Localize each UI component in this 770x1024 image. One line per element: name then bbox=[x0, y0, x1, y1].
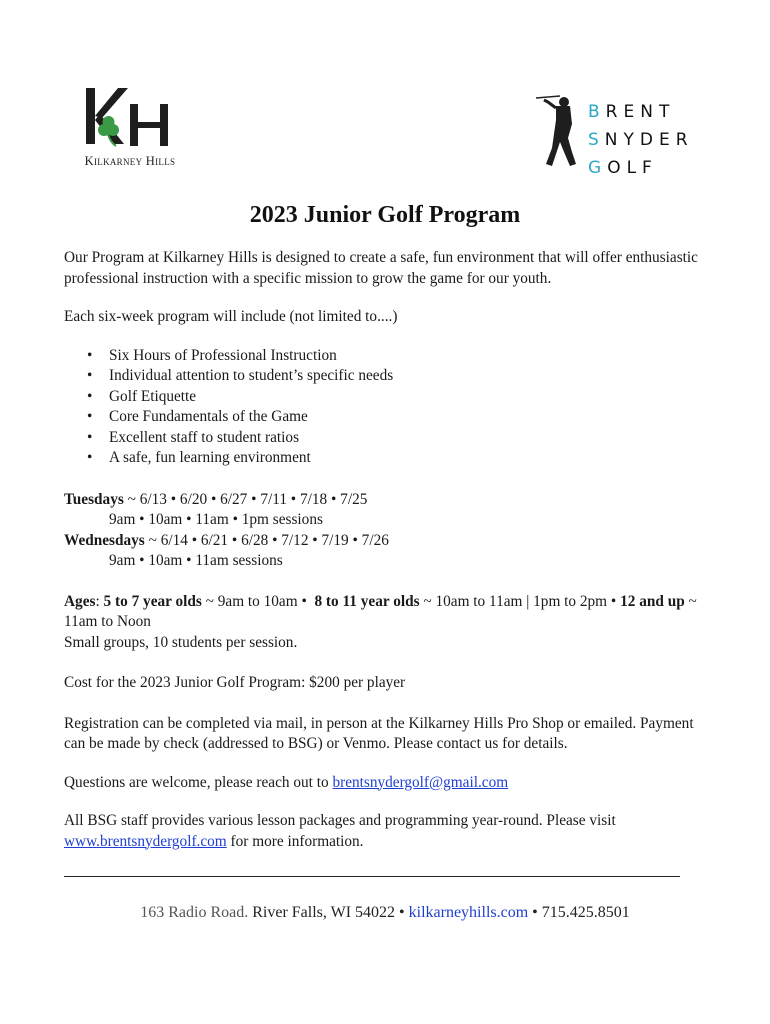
bsg-line-brent: BRENT bbox=[588, 102, 676, 122]
document-body bbox=[64, 248, 714, 852]
kh-monogram-icon bbox=[82, 86, 178, 152]
golfer-silhouette-icon bbox=[534, 94, 580, 170]
list-item: • A safe, fun learning environment bbox=[109, 448, 714, 469]
list-item: • Core Fundamentals of the Game bbox=[109, 407, 714, 428]
list-item: • Excellent staff to student ratios bbox=[109, 428, 714, 449]
registration: Registration can be completed via mail, in person at the Kilkarney Hills Pro Shop or emailed. Payment can be made by check (addressed to BSG) or Venmo. Please contact us for details. bbox=[64, 714, 694, 752]
page-title: 2023 Junior Golf Program bbox=[249, 202, 521, 228]
bsg-line-golf: GOLF bbox=[588, 158, 658, 178]
intro-paragraph: Our Program at Kilkarney Hills is designed to create a safe, fun environment that will offer enthusiastic professional instruction with a specific mission to grow the game for our youth. bbox=[64, 249, 698, 287]
kilkarney-site-link[interactable]: kilkarneyhills.com bbox=[408, 904, 529, 921]
list-item: • Individual attention to student’s specific needs bbox=[109, 366, 714, 387]
groups-note: Small groups, 10 students per session. bbox=[64, 633, 298, 651]
brent-snyder-golf-logo bbox=[530, 94, 720, 178]
staff-info: All BSG staff provides various lesson packages and programming year-round. Please visit www.brentsnydergolf.com for more information. bbox=[64, 812, 616, 850]
wednesdays-sessions: 9am • 10am • 11am sessions bbox=[109, 552, 283, 569]
footer-address: 163 Radio Road. River Falls, WI 54022 • kilkarneyhills.com • 715.425.8501 bbox=[140, 904, 630, 921]
questions: Questions are welcome, please reach out to brentsnydergolf@gmail.com bbox=[64, 773, 509, 791]
wednesdays-dates: Wednesdays ~ 6/14 • 6/21 • 6/28 • 7/12 • 7/19 • 7/26 bbox=[64, 531, 389, 549]
bsg-wordmark bbox=[588, 98, 694, 182]
tuesdays-sessions: 9am • 10am • 11am • 1pm sessions bbox=[109, 511, 323, 528]
bsg-line-snyder: SNYDER bbox=[588, 130, 694, 150]
schedule bbox=[64, 490, 714, 572]
program-includes-heading: Each six-week program will include (not limited to....) bbox=[64, 308, 398, 325]
cost: Cost for the 2023 Junior Golf Program: $200 per player bbox=[64, 674, 406, 691]
list-item: • Six Hours of Professional Instruction bbox=[109, 346, 714, 367]
kilkarney-hills-logo bbox=[74, 84, 186, 172]
tuesdays-dates: Tuesdays ~ 6/13 • 6/20 • 6/27 • 7/11 • 7/18 • 7/25 bbox=[64, 490, 368, 508]
kilkarney-caption: Kilkarney Hills bbox=[84, 154, 176, 168]
age-groups: Ages: 5 to 7 year olds ~ 9am to 10am • 8 to 11 year olds ~ 10am to 11am | 1pm to 2pm • 12 and up ~ 11am to Noon bbox=[64, 592, 697, 630]
website-link[interactable]: www.brentsnydergolf.com bbox=[64, 832, 227, 850]
divider bbox=[64, 876, 680, 877]
feature-list bbox=[64, 346, 714, 469]
ages bbox=[64, 592, 714, 654]
email-link[interactable]: brentsnydergolf@gmail.com bbox=[332, 773, 509, 791]
list-item: • Golf Etiquette bbox=[109, 387, 714, 408]
